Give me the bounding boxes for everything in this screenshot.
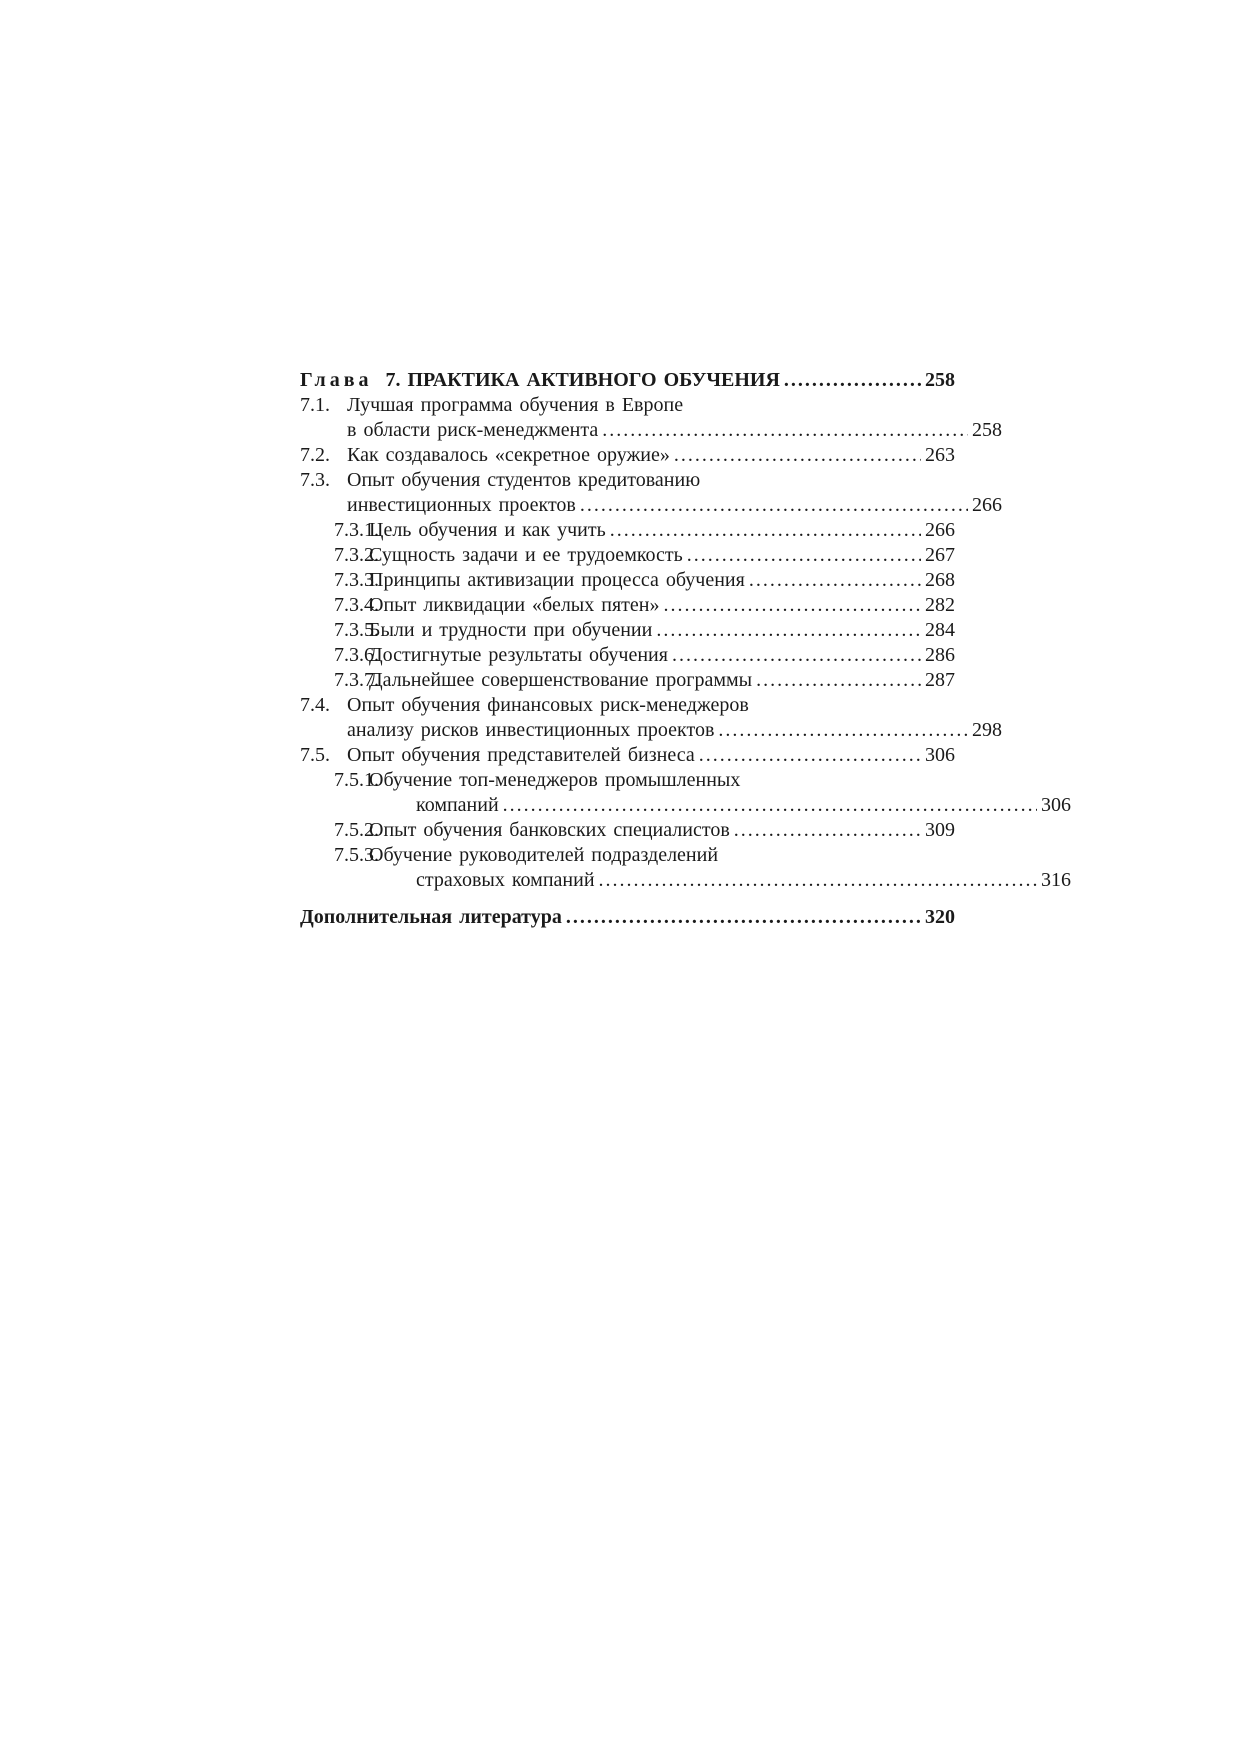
dot-leader [699,743,921,768]
dot-leader [503,793,1037,818]
appendix-page: 320 [925,906,955,928]
toc-entry-7-4[interactable] [300,693,955,718]
entry-number: 7.5. [300,744,330,766]
dot-leader [599,868,1037,893]
entry-number: 7.3.5. [334,619,379,641]
entry-title: Опыт обучения представителей бизнеса [347,744,695,766]
table-of-contents [300,368,1071,930]
toc-entry-7-5-1-cont[interactable] [300,793,1071,818]
toc-entry-7-5-3-cont[interactable] [300,868,1071,893]
entry-title: Опыт ликвидации «белых пятен» [369,594,660,616]
entry-page: 309 [925,819,955,841]
entry-number: 7.3.1. [334,519,379,541]
entry-title-cont: анализу рисков инвестиционных проектов [347,719,715,741]
entry-page: 258 [972,419,1002,441]
toc-entry-7-3[interactable] [300,468,955,493]
dot-leader [734,818,921,843]
toc-entry-7-5-3[interactable] [300,843,955,868]
entry-title-cont: страховых компаний [416,869,595,891]
toc-entry-7-3-1[interactable] [300,518,955,543]
entry-number: 7.4. [300,694,330,716]
dot-leader [656,618,921,643]
entry-title-cont: в области риск-менеджмента [347,419,599,441]
toc-entry-7-1-cont[interactable] [300,418,1002,443]
entry-page: 263 [925,444,955,466]
chapter-heading[interactable] [300,368,955,393]
entry-number: 7.2. [300,444,330,466]
entry-title: Обучение руководителей подразделений [369,844,719,866]
dot-leader [784,368,921,393]
entry-page: 266 [972,494,1002,516]
entry-title: Опыт обучения студентов кредитованию [347,469,701,491]
chapter-page: 258 [925,369,955,391]
entry-number: 7.3. [300,469,330,491]
entry-page: 284 [925,619,955,641]
appendix-title: Дополнительная литература [300,906,562,928]
dot-leader [610,518,921,543]
dot-leader [718,718,968,743]
entry-page: 298 [972,719,1002,741]
toc-entry-7-5-1[interactable] [300,768,955,793]
dot-leader [566,905,921,930]
entry-number: 7.5.1. [334,769,379,791]
dot-leader [663,593,921,618]
toc-entry-7-3-2[interactable] [300,543,955,568]
entry-number: 7.3.2. [334,544,379,566]
entry-title-cont: инвестиционных проектов [347,494,576,516]
dot-leader [687,543,921,568]
entry-page: 306 [925,744,955,766]
entry-page: 267 [925,544,955,566]
entry-page: 287 [925,669,955,691]
dot-leader [602,418,968,443]
toc-entry-7-3-5[interactable] [300,618,955,643]
entry-title: Дальнейшее совершенствование программы [369,669,753,691]
dot-leader [672,643,921,668]
toc-entry-7-1[interactable] [300,393,955,418]
toc-entry-7-3-3[interactable] [300,568,955,593]
dot-leader [756,668,921,693]
dot-leader [749,568,921,593]
entry-title: Принципы активизации процесса обучения [369,569,745,591]
entry-title: Сущность задачи и ее трудоемкость [369,544,683,566]
entry-number: 7.3.7. [334,669,379,691]
entry-title: Как создавалось «секретное оружие» [347,444,670,466]
chapter-title: ПРАКТИКА АКТИВНОГО ОБУЧЕНИЯ [407,369,780,391]
entry-page: 282 [925,594,955,616]
entry-title: Опыт обучения банковских специалистов [369,819,730,841]
toc-entry-7-2[interactable] [300,443,955,468]
entry-page: 268 [925,569,955,591]
toc-entry-7-3-4[interactable] [300,593,955,618]
entry-number: 7.1. [300,394,330,416]
entry-page: 266 [925,519,955,541]
entry-title: Достигнутые результаты обучения [369,644,668,666]
entry-title: Были и трудности при обучении [369,619,653,641]
dot-leader [580,493,968,518]
entry-title-cont: компаний [416,794,499,816]
toc-entry-appendix[interactable] [300,905,955,930]
entry-number: 7.5.2. [334,819,379,841]
entry-page: 286 [925,644,955,666]
entry-page: 306 [1041,794,1071,816]
entry-title: Опыт обучения финансовых риск-менеджеров [347,694,749,716]
toc-entry-7-5[interactable] [300,743,955,768]
toc-entry-7-3-6[interactable] [300,643,955,668]
entry-number: 7.5.3. [334,844,379,866]
toc-entry-7-3-cont[interactable] [300,493,1002,518]
entry-title: Обучение топ-менеджеров промышленных [369,769,741,791]
entry-page: 316 [1041,869,1071,891]
entry-number: 7.3.3. [334,569,379,591]
chapter-number: 7. [385,369,401,391]
entry-number: 7.3.4. [334,594,379,616]
entry-title: Лучшая программа обучения в Европе [347,394,684,416]
toc-entry-7-5-2[interactable] [300,818,955,843]
entry-number: 7.3.6. [334,644,379,666]
chapter-word: Глава [300,369,373,391]
dot-leader [674,443,921,468]
toc-entry-7-3-7[interactable] [300,668,955,693]
entry-title: Цель обучения и как учить [369,519,606,541]
toc-entry-7-4-cont[interactable] [300,718,1002,743]
